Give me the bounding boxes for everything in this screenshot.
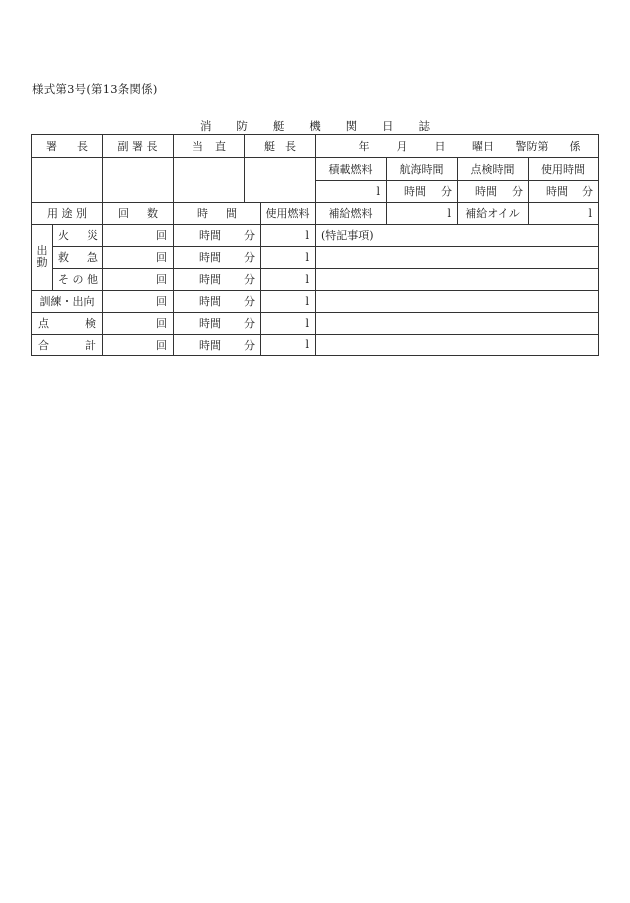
time-cell[interactable]: 時間 分 xyxy=(199,295,255,308)
usage-time-value: 時間 分 xyxy=(546,185,593,198)
col-divider xyxy=(173,135,174,202)
fuel-cell[interactable]: l xyxy=(305,294,309,308)
title-char: 日 xyxy=(382,119,394,133)
title-char: 消 xyxy=(200,119,212,133)
fuel-cell[interactable]: l xyxy=(305,228,309,242)
title-char: 関 xyxy=(345,119,358,133)
row-divider xyxy=(52,268,598,269)
loaded-fuel-unit: l xyxy=(376,184,380,198)
count-label: 回 数 xyxy=(118,207,158,220)
title-char: 誌 xyxy=(418,119,430,133)
row-label-total: 合 計 xyxy=(38,338,96,352)
time-cell[interactable]: 時間 分 xyxy=(199,273,255,286)
deputy-chief-label: 副 署 長 xyxy=(117,140,158,153)
row-label-training: 訓練・出向 xyxy=(39,295,95,308)
time-cell[interactable]: 時間 分 xyxy=(199,229,255,242)
oil-unit: l xyxy=(588,206,592,220)
officer-label: 警防第 xyxy=(515,140,549,153)
row-divider xyxy=(52,246,598,247)
log-table: 署 長 副 署 長 当 直 艇 長 年 月 日 曜日 警防第 係 積載燃料 航海時間 点検時間 使用時間 l 時間 分 時間 分 時間 分 用 途 別 回 数 時 間 使用燃料 補給燃料 l 補給オイル l 出 動 火 災 救 急 そ の 他 訓練・出向 点 検 合 計 回 時間 分 l (特記事項) 回 時間 分 l 回 時間 分 l 回 時間 分 l 回 時間 分 l 回 時間 分 l xyxy=(31,134,599,356)
form-number: 様式第3号(第13条関係) xyxy=(32,82,158,96)
time-cell[interactable]: 時間 分 xyxy=(199,251,255,264)
inspection-time-label: 点検時間 xyxy=(470,162,515,176)
fuel-cell[interactable]: l xyxy=(305,272,309,286)
refuel-label: 補給燃料 xyxy=(328,207,373,220)
special-notes-label[interactable]: (特記事項) xyxy=(321,229,374,242)
oil-refill-label: 補給オイル xyxy=(465,207,520,220)
voyage-time-label: 航海時間 xyxy=(399,162,444,176)
fuel-cell[interactable]: l xyxy=(305,250,309,264)
row-label-fire: 火 災 xyxy=(58,229,98,242)
row-label-other: そ の 他 xyxy=(58,273,98,286)
title-char: 防 xyxy=(236,119,248,133)
col-divider xyxy=(52,224,53,290)
title-char: 機 xyxy=(309,119,321,133)
station-chief-label: 署 長 xyxy=(46,140,88,153)
boat-captain-label: 艇 長 xyxy=(264,140,296,153)
time-label: 時 間 xyxy=(197,207,237,220)
section-label: 係 xyxy=(569,140,581,153)
date-day-label: 日 xyxy=(434,140,446,153)
row-label-inspection: 点 検 xyxy=(38,317,96,330)
document-title xyxy=(200,118,430,134)
purpose-label: 用 途 別 xyxy=(47,207,87,220)
fuel-cell[interactable]: l xyxy=(305,338,309,351)
date-month-label: 月 xyxy=(396,140,408,153)
loaded-fuel-label: 積載燃料 xyxy=(328,162,373,176)
col-divider xyxy=(102,202,103,355)
on-duty-label: 当 直 xyxy=(192,140,226,153)
refuel-unit: l xyxy=(447,206,451,220)
fuel-cell[interactable]: l xyxy=(305,316,309,330)
weekday-label: 曜日 xyxy=(472,140,494,153)
row-label-ambulance: 救 急 xyxy=(58,251,98,264)
fuel-used-label: 使用燃料 xyxy=(265,207,310,220)
title-char: 艇 xyxy=(272,119,285,133)
usage-time-label: 使用時間 xyxy=(541,162,585,176)
date-year-label: 年 xyxy=(358,140,370,153)
inspection-time-value: 時間 分 xyxy=(475,185,523,198)
col-divider xyxy=(244,135,245,202)
time-cell[interactable]: 時間 分 xyxy=(199,317,255,330)
dispatch-label: 出 動 xyxy=(36,244,48,269)
time-cell[interactable]: 時間 分 xyxy=(199,338,255,352)
voyage-time-value: 時間 分 xyxy=(404,185,452,198)
